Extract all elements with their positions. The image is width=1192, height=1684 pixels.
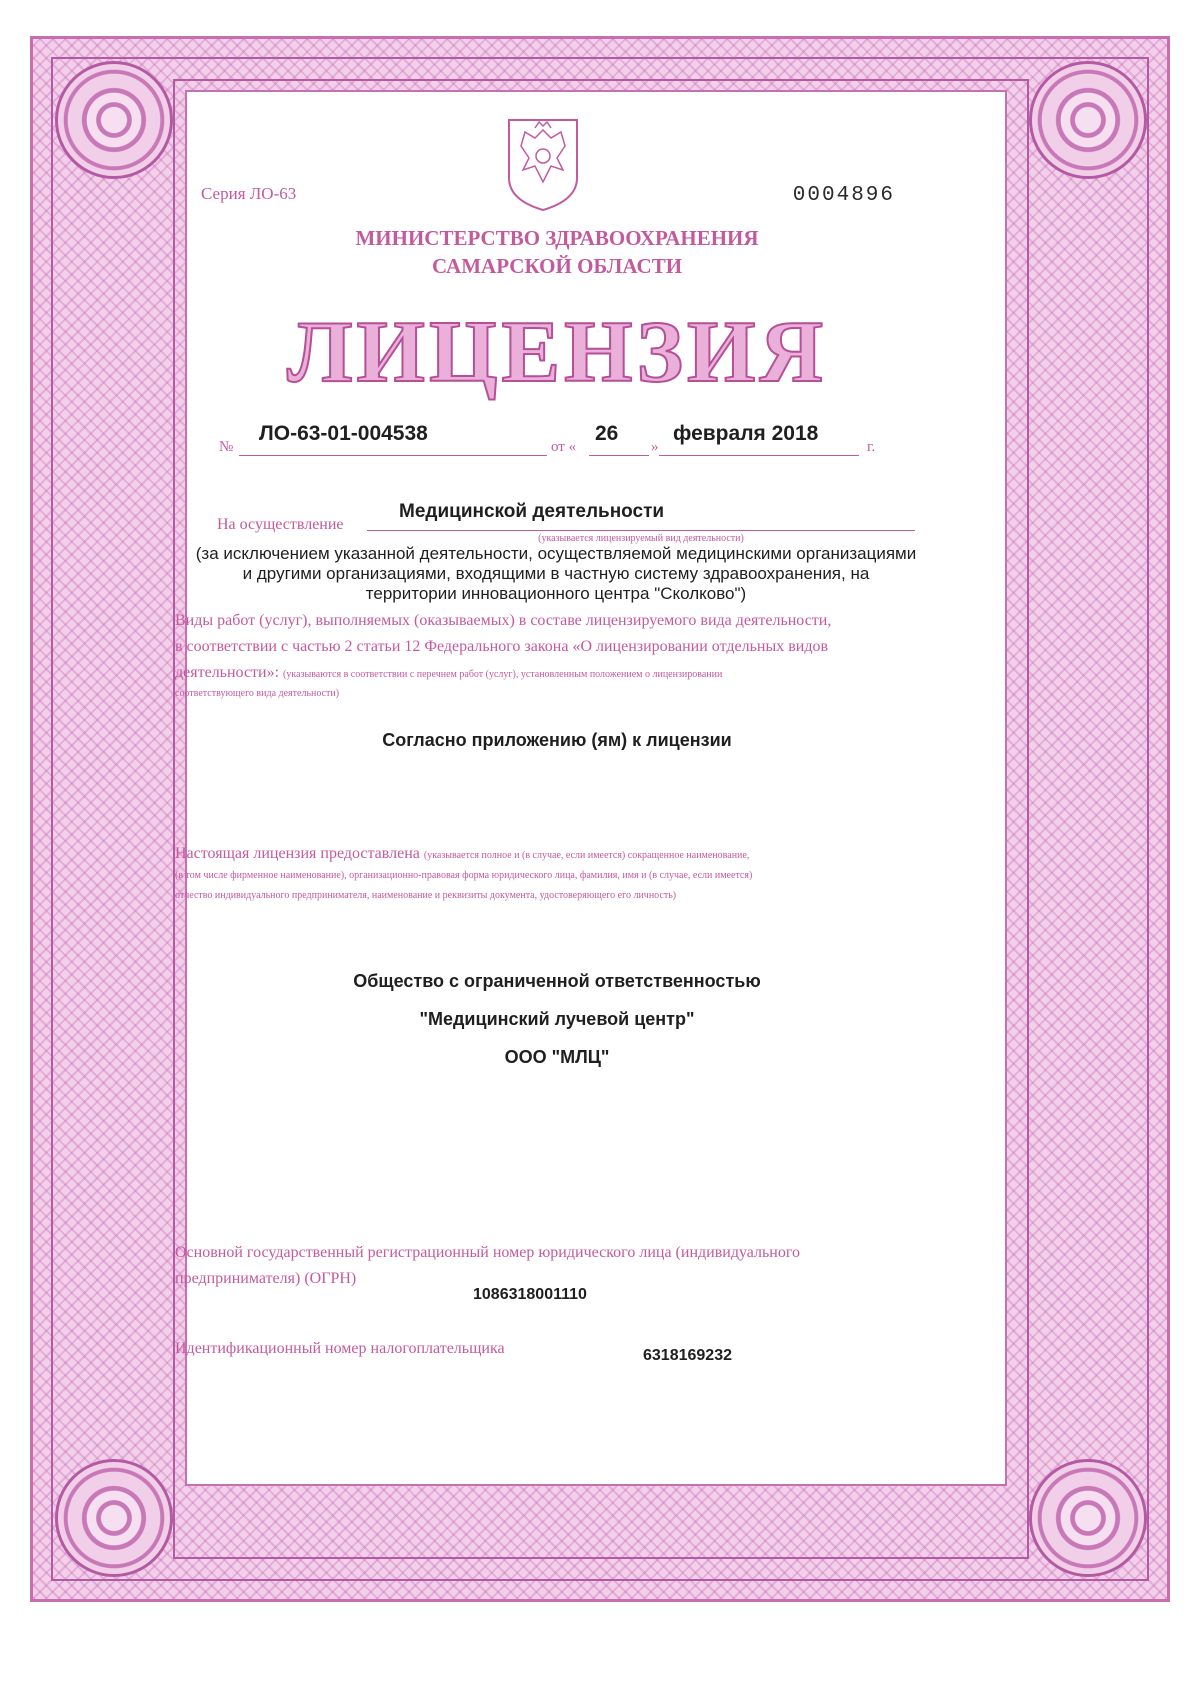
exclusion-line-1: (за исключением указанной деятельности, осуществляемой медицинскими организациями [195, 544, 917, 563]
works-line-3 [175, 660, 975, 688]
date-close-quote: » [651, 439, 659, 455]
month-underline [659, 454, 859, 456]
activity-underline [367, 529, 915, 531]
works-line-1: Виды работ (услуг), выполняемых (оказываемых) в составе лицензируемого вида деятельности, [175, 612, 832, 629]
granted-small-2: (в том числе фирменное наименование), организационно-правовая форма юридического лица, фамилия, имя и (в случае, если имеется) [175, 870, 753, 881]
works-line-3-small: (указываются в соответствии с перечнем работ (услуг), установленным положением о лицензировании [283, 669, 723, 680]
series-label: Серия ЛО-63 [201, 184, 297, 203]
granted-small-1: (указывается полное и (в случае, если имеется) сокращенное наименование, [423, 850, 750, 861]
license-body [175, 90, 1007, 1486]
activity-exclusion [141, 544, 971, 604]
number-underline [239, 454, 547, 456]
coat-of-arms-icon [505, 116, 581, 212]
ministry-name [187, 224, 927, 280]
works-line-3-main: деятельности»: [175, 664, 280, 681]
corner-rosette-bottom-right [1029, 1459, 1147, 1577]
org-line-2: "Медицинский лучевой центр" [419, 1009, 695, 1029]
org-short-name: ООО "МЛЦ" [504, 1047, 610, 1067]
corner-rosette-top-right [1029, 61, 1147, 179]
activity-hint: (указывается лицензируемый вид деятельности) [538, 533, 744, 544]
activity-label: На осуществление [217, 516, 344, 533]
inn-value: 6318169232 [643, 1347, 732, 1364]
license-number: ЛО-63-01-004538 [259, 422, 428, 445]
date-open-quote: от « [551, 439, 577, 455]
inn-label: Идентификационный номер налогоплательщика [175, 1340, 505, 1357]
day-underline [589, 454, 649, 456]
license-month-year: февраля 2018 [673, 422, 819, 445]
blank-number: 0004896 [792, 184, 895, 207]
ogrn-label [175, 1240, 975, 1292]
license-day: 26 [595, 422, 619, 445]
ogrn-value: 1086318001110 [473, 1286, 587, 1303]
number-sign: № [219, 439, 234, 455]
exclusion-line-3: территории инновационного центра "Сколково") [365, 584, 747, 603]
ogrn-label-line-1: Основной государственный регистрационный номер юридического лица (индивидуального [175, 1244, 800, 1261]
ministry-line-2: САМАРСКОЙ ОБЛАСТИ [431, 254, 683, 278]
corner-rosette-top-left [55, 61, 173, 179]
year-suffix: г. [867, 439, 876, 455]
works-value: Согласно приложению (ям) к лицензии [382, 730, 732, 750]
licensee-organization [187, 962, 927, 1076]
corner-rosette-bottom-left [55, 1459, 173, 1577]
works-line-2: в соответствии с частью 2 статьи 12 Федерального закона «О лицензировании отдельных видов [175, 638, 829, 655]
granted-small-3: отчество индивидуального предпринимателя, наименование и реквизиты документа, удостоверяющего его личность) [175, 890, 677, 901]
ministry-line-1: МИНИСТЕРСТВО ЗДРАВООХРАНЕНИЯ [355, 226, 759, 250]
document-title: ЛИЦЕНЗИЯ [286, 304, 828, 401]
granted-label: Настоящая лицензия предоставлена [175, 845, 420, 862]
exclusion-line-2: и другими организациями, входящими в частную систему здравоохранения, на [242, 564, 870, 583]
activity-value: Медицинской деятельности [399, 501, 665, 522]
works-line-4-small: соответствующего вида деятельности) [175, 688, 340, 699]
works-description [175, 608, 975, 700]
granted-description [175, 844, 975, 906]
ogrn-label-line-2: предпринимателя) (ОГРН) [175, 1270, 357, 1287]
org-line-1: Общество с ограниченной ответственностью [353, 971, 761, 991]
